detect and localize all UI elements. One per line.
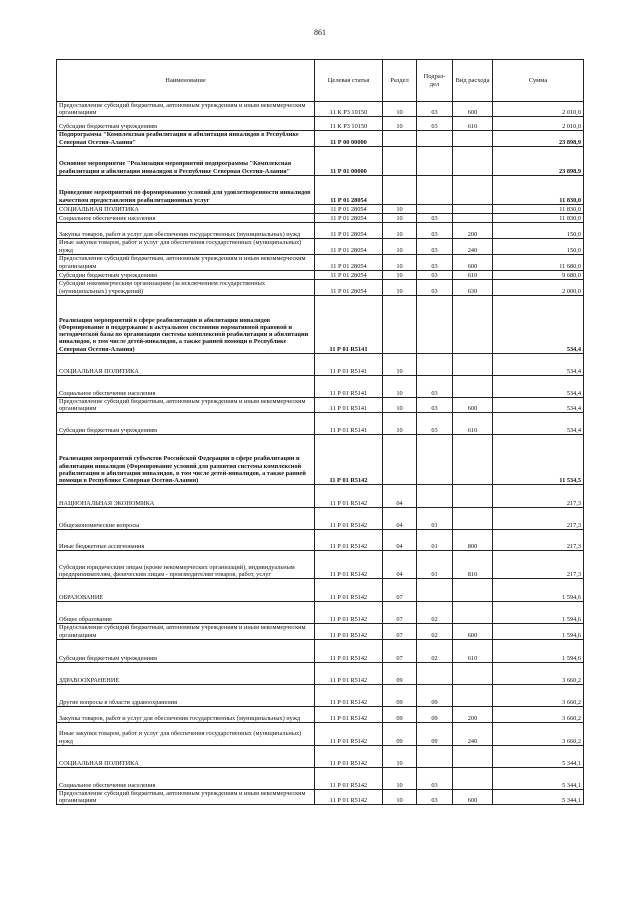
row-expense-kind (453, 131, 493, 146)
table-row (57, 175, 584, 204)
row-target-article: 11 Р 01 R5142 (315, 551, 383, 579)
table-row (57, 213, 584, 222)
row-sum: 534,4 (493, 413, 584, 435)
row-target-article: 11 Р 01 28054 (315, 222, 383, 238)
row-sum: 2 010,0 (493, 117, 584, 131)
row-expense-kind: 200 (453, 706, 493, 722)
row-sum: 3 660,2 (493, 722, 584, 745)
row-target-article: 11 Р 01 R5141 (315, 295, 383, 353)
row-section: 10 (383, 375, 417, 397)
row-sum: 23 898,9 (493, 146, 584, 175)
table-row (57, 508, 584, 530)
row-expense-kind (453, 684, 493, 706)
row-target-article: 11 Р 01 R5142 (315, 684, 383, 706)
row-section: 09 (383, 722, 417, 745)
row-sum: 1 594,6 (493, 579, 584, 602)
row-subsection: 01 (417, 551, 453, 579)
row-target-article: 11 Р 01 28054 (315, 254, 383, 270)
row-name: СОЦИАЛЬНАЯ ПОЛИТИКА (57, 204, 315, 213)
row-name: Предоставление субсидий бюджетным, автономным учреждениям и иным некоммерческим организациям (57, 624, 315, 639)
row-subsection (417, 662, 453, 684)
table-row (57, 639, 584, 662)
row-subsection: 02 (417, 624, 453, 639)
row-sum: 2 000,0 (493, 279, 584, 295)
row-name: Иные закупки товаров, работ и услуг для обеспечения государственных (муниципальных) нужд (57, 238, 315, 254)
row-section: 10 (383, 222, 417, 238)
table-row (57, 270, 584, 279)
row-target-article: 11 Р 01 R5142 (315, 662, 383, 684)
row-target-article: 11 Р 00 00000 (315, 131, 383, 146)
row-target-article: 11 Р 01 R5142 (315, 706, 383, 722)
row-name: Предоставление субсидий бюджетным, автономным учреждениям и иным некоммерческим организациям (57, 102, 315, 117)
header-section: Раздел (383, 60, 417, 102)
row-target-article: 11 Р 01 28054 (315, 175, 383, 204)
row-sum: 534,4 (493, 353, 584, 375)
row-section: 07 (383, 624, 417, 639)
row-section: 10 (383, 745, 417, 767)
row-expense-kind: 610 (453, 639, 493, 662)
row-subsection: 03 (417, 254, 453, 270)
row-subsection: 09 (417, 684, 453, 706)
row-section: 10 (383, 204, 417, 213)
row-subsection (417, 485, 453, 508)
table-row (57, 131, 584, 146)
row-expense-kind (453, 146, 493, 175)
row-name: Реализация мероприятий субъектов Российской Федерации в сфере реабилитации и абилитации инвалидов (Формирование условий для развития системы комплексной реабилитации и абилитации инвалидов, в том числе детей-инвалидов, а также ранней помощи в Республике Северная Осетия-Алания) (57, 435, 315, 485)
budget-table (56, 59, 584, 805)
row-name: Предоставление субсидий бюджетным, автономным учреждениям и иным некоммерческим организациям (57, 789, 315, 804)
row-sum: 217,3 (493, 551, 584, 579)
row-subsection (417, 175, 453, 204)
row-name: Реализация мероприятий в сфере реабилитации и абилитации инвалидов (Формирование и поддержание в актуальном состоянии нормативной правовой и методической базы по организации системы комплексной реабилитации и абилитации инвалидов, в том числе детей-инвалидов, а также ранней помощи в Республике Северная Осетия-Алания) (57, 295, 315, 353)
row-subsection: 03 (417, 102, 453, 117)
row-expense-kind: 810 (453, 551, 493, 579)
row-target-article: 11 Р 01 R5142 (315, 530, 383, 551)
row-sum: 217,3 (493, 485, 584, 508)
row-expense-kind (453, 767, 493, 789)
row-name: Предоставление субсидий бюджетным, автономным учреждениям и иным некоммерческим организациям (57, 397, 315, 412)
row-subsection: 03 (417, 413, 453, 435)
table-row (57, 602, 584, 624)
row-target-article: 11 Р 01 28054 (315, 270, 383, 279)
row-sum: 3 660,2 (493, 662, 584, 684)
row-expense-kind: 600 (453, 624, 493, 639)
row-expense-kind: 610 (453, 270, 493, 279)
table-row (57, 662, 584, 684)
row-name: Субсидии бюджетным учреждениям (57, 117, 315, 131)
row-target-article: 11 Р 01 R5142 (315, 767, 383, 789)
row-section: 10 (383, 767, 417, 789)
row-section: 04 (383, 508, 417, 530)
row-name: Основное мероприятие "Реализация мероприятий подпрограммы "Комплексная реабилитация и абилитация инвалидов в Республике Северная Осетия-Алания" (57, 146, 315, 175)
row-expense-kind: 600 (453, 102, 493, 117)
table-row (57, 485, 584, 508)
row-sum: 3 660,2 (493, 684, 584, 706)
row-target-article: 11 Р 01 R5141 (315, 413, 383, 435)
row-expense-kind: 610 (453, 413, 493, 435)
row-sum: 534,4 (493, 397, 584, 412)
table-row (57, 238, 584, 254)
row-name: Закупка товаров, работ и услуг для обеспечения государственных (муниципальных) нужд (57, 706, 315, 722)
row-name: ОБРАЗОВАНИЕ (57, 579, 315, 602)
row-sum: 150,0 (493, 222, 584, 238)
table-row (57, 579, 584, 602)
row-section (383, 175, 417, 204)
row-target-article: 11 Р 01 R5142 (315, 639, 383, 662)
row-name: Закупка товаров, работ и услуг для обеспечения государственных (муниципальных) нужд (57, 222, 315, 238)
row-sum: 2 010,0 (493, 102, 584, 117)
row-subsection: 01 (417, 508, 453, 530)
row-section: 10 (383, 254, 417, 270)
row-expense-kind (453, 213, 493, 222)
row-subsection (417, 295, 453, 353)
row-name: Иные закупки товаров, работ и услуг для обеспечения государственных (муниципальных) нужд (57, 722, 315, 745)
row-target-article: 11 Р 01 R5142 (315, 485, 383, 508)
row-expense-kind (453, 175, 493, 204)
row-name: ЗДРАВООХРАНЕНИЕ (57, 662, 315, 684)
row-subsection: 03 (417, 270, 453, 279)
row-subsection: 09 (417, 706, 453, 722)
table-row (57, 279, 584, 295)
row-target-article: 11 Р 01 28054 (315, 238, 383, 254)
row-target-article: 11 Р 01 R5142 (315, 435, 383, 485)
row-subsection (417, 579, 453, 602)
row-target-article: 11 Р 01 R5142 (315, 722, 383, 745)
table-row (57, 295, 584, 353)
header-subsection: Подраз-дел (417, 60, 453, 102)
row-sum: 11 830,0 (493, 175, 584, 204)
row-subsection (417, 435, 453, 485)
row-subsection: 03 (417, 213, 453, 222)
header-target-article: Целевая статья (315, 60, 383, 102)
row-expense-kind: 200 (453, 222, 493, 238)
row-subsection: 01 (417, 530, 453, 551)
row-section: 10 (383, 279, 417, 295)
table-row (57, 254, 584, 270)
row-subsection: 03 (417, 279, 453, 295)
row-name: Проведение мероприятий по формированию условий для удовлетворенности инвалидов качеством предоставления реабилитационных услуг (57, 175, 315, 204)
row-section: 04 (383, 530, 417, 551)
row-target-article: 11 К Р3 10150 (315, 102, 383, 117)
row-section: 04 (383, 551, 417, 579)
row-sum: 1 594,6 (493, 602, 584, 624)
table-row (57, 745, 584, 767)
row-expense-kind (453, 435, 493, 485)
row-sum: 23 898,9 (493, 131, 584, 146)
row-name: Предоставление субсидий бюджетным, автономным учреждениям и иным некоммерческим организациям (57, 254, 315, 270)
row-target-article: 11 Р 01 R5142 (315, 745, 383, 767)
row-sum: 11 534,5 (493, 435, 584, 485)
table-row (57, 413, 584, 435)
table-row (57, 624, 584, 639)
row-name: Субсидии некоммерческим организациям (за исключением государственных (муниципальных) учреждений) (57, 279, 315, 295)
row-sum: 534,4 (493, 295, 584, 353)
row-section: 10 (383, 353, 417, 375)
row-sum: 3 660,2 (493, 706, 584, 722)
row-target-article: 11 Р 01 R5141 (315, 353, 383, 375)
row-sum: 534,4 (493, 375, 584, 397)
row-target-article: 11 Р 01 00000 (315, 146, 383, 175)
row-subsection: 02 (417, 602, 453, 624)
row-target-article: 11 Р 01 R5141 (315, 397, 383, 412)
row-target-article: 11 Р 01 R5142 (315, 624, 383, 639)
row-section: 09 (383, 684, 417, 706)
page-number: 861 (314, 28, 326, 37)
row-subsection: 03 (417, 117, 453, 131)
row-subsection: 03 (417, 789, 453, 804)
row-expense-kind (453, 508, 493, 530)
row-name: Субсидии бюджетным учреждениям (57, 270, 315, 279)
row-section: 04 (383, 485, 417, 508)
table-header-row (57, 60, 584, 102)
row-target-article: 11 Р 01 28054 (315, 204, 383, 213)
row-name: Общее образование (57, 602, 315, 624)
row-section: 07 (383, 579, 417, 602)
row-expense-kind: 240 (453, 722, 493, 745)
row-sum: 11 830,0 (493, 213, 584, 222)
row-sum: 5 344,1 (493, 789, 584, 804)
row-sum: 11 680,0 (493, 254, 584, 270)
row-name: СОЦИАЛЬНАЯ ПОЛИТИКА (57, 353, 315, 375)
row-subsection (417, 146, 453, 175)
row-expense-kind: 800 (453, 530, 493, 551)
header-expense-kind: Вид расхода (453, 60, 493, 102)
table-row (57, 397, 584, 412)
row-subsection: 03 (417, 375, 453, 397)
row-expense-kind: 610 (453, 117, 493, 131)
table-row (57, 551, 584, 579)
row-section: 10 (383, 102, 417, 117)
row-name: Социальное обеспечение населения (57, 213, 315, 222)
row-subsection: 03 (417, 397, 453, 412)
row-subsection (417, 745, 453, 767)
row-name: Социальное обеспечение населения (57, 375, 315, 397)
row-name: СОЦИАЛЬНАЯ ПОЛИТИКА (57, 745, 315, 767)
table-row (57, 204, 584, 213)
row-name: Субсидии бюджетным учреждениям (57, 413, 315, 435)
row-subsection: 03 (417, 767, 453, 789)
table-row (57, 146, 584, 175)
table-row (57, 435, 584, 485)
table-row (57, 102, 584, 117)
row-expense-kind: 600 (453, 254, 493, 270)
row-section: 10 (383, 238, 417, 254)
row-section (383, 131, 417, 146)
row-expense-kind: 630 (453, 279, 493, 295)
row-expense-kind: 600 (453, 789, 493, 804)
header-name: Наименование (57, 60, 315, 102)
row-expense-kind (453, 295, 493, 353)
row-subsection (417, 204, 453, 213)
row-target-article: 11 Р 01 R5142 (315, 508, 383, 530)
row-section: 10 (383, 117, 417, 131)
table-row (57, 789, 584, 804)
row-expense-kind: 600 (453, 397, 493, 412)
row-target-article: 11 Р 01 R5142 (315, 602, 383, 624)
row-section: 10 (383, 413, 417, 435)
row-sum: 1 594,6 (493, 624, 584, 639)
row-expense-kind (453, 375, 493, 397)
row-subsection: 02 (417, 639, 453, 662)
row-target-article: 11 Р 01 28054 (315, 213, 383, 222)
row-section (383, 435, 417, 485)
table-body (57, 102, 584, 805)
row-section (383, 295, 417, 353)
row-target-article: 11 Р 01 28054 (315, 279, 383, 295)
row-name: Субсидии бюджетным учреждениям (57, 639, 315, 662)
table-row (57, 375, 584, 397)
row-name: Субсидии юридическим лицам (кроме некоммерческих организаций), индивидуальным предпринимателям, физическим лицам - производителям товаров, работ, услуг (57, 551, 315, 579)
row-expense-kind: 240 (453, 238, 493, 254)
row-sum: 11 830,0 (493, 204, 584, 213)
row-name: Другие вопросы в области здравоохранения (57, 684, 315, 706)
row-section: 10 (383, 213, 417, 222)
row-target-article: 11 Р 01 R5141 (315, 375, 383, 397)
row-sum: 1 594,6 (493, 639, 584, 662)
row-section: 10 (383, 270, 417, 279)
row-section: 10 (383, 397, 417, 412)
row-sum: 217,3 (493, 530, 584, 551)
table-row (57, 530, 584, 551)
row-sum: 5 344,1 (493, 745, 584, 767)
row-expense-kind (453, 353, 493, 375)
row-sum: 150,0 (493, 238, 584, 254)
row-sum: 217,3 (493, 508, 584, 530)
row-expense-kind (453, 662, 493, 684)
row-section: 09 (383, 706, 417, 722)
row-expense-kind (453, 602, 493, 624)
row-section: 10 (383, 789, 417, 804)
row-expense-kind (453, 485, 493, 508)
header-sum: Сумма (493, 60, 584, 102)
row-section (383, 146, 417, 175)
row-sum: 5 344,1 (493, 767, 584, 789)
row-subsection (417, 131, 453, 146)
row-subsection: 03 (417, 222, 453, 238)
row-name: Подпрограмма "Комплексная реабилитация и абилитация инвалидов в Республике Северная Осетия-Алания" (57, 131, 315, 146)
table-row (57, 684, 584, 706)
row-name: Общеэкономические вопросы (57, 508, 315, 530)
row-subsection: 09 (417, 722, 453, 745)
row-target-article: 11 Р 01 R5142 (315, 789, 383, 804)
row-subsection (417, 353, 453, 375)
row-expense-kind (453, 204, 493, 213)
table-row (57, 706, 584, 722)
row-name: НАЦИОНАЛЬНАЯ ЭКОНОМИКА (57, 485, 315, 508)
row-target-article: 11 Р 01 R5142 (315, 579, 383, 602)
table-row (57, 767, 584, 789)
table-row (57, 117, 584, 131)
row-target-article: 11 К Р3 10150 (315, 117, 383, 131)
row-name: Социальное обеспечение населения (57, 767, 315, 789)
row-expense-kind (453, 579, 493, 602)
row-subsection: 03 (417, 238, 453, 254)
row-section: 09 (383, 662, 417, 684)
table-row (57, 722, 584, 745)
table-row (57, 222, 584, 238)
row-section: 07 (383, 639, 417, 662)
row-section: 07 (383, 602, 417, 624)
table-row (57, 353, 584, 375)
row-name: Иные бюджетные ассигнования (57, 530, 315, 551)
row-sum: 9 680,0 (493, 270, 584, 279)
row-expense-kind (453, 745, 493, 767)
